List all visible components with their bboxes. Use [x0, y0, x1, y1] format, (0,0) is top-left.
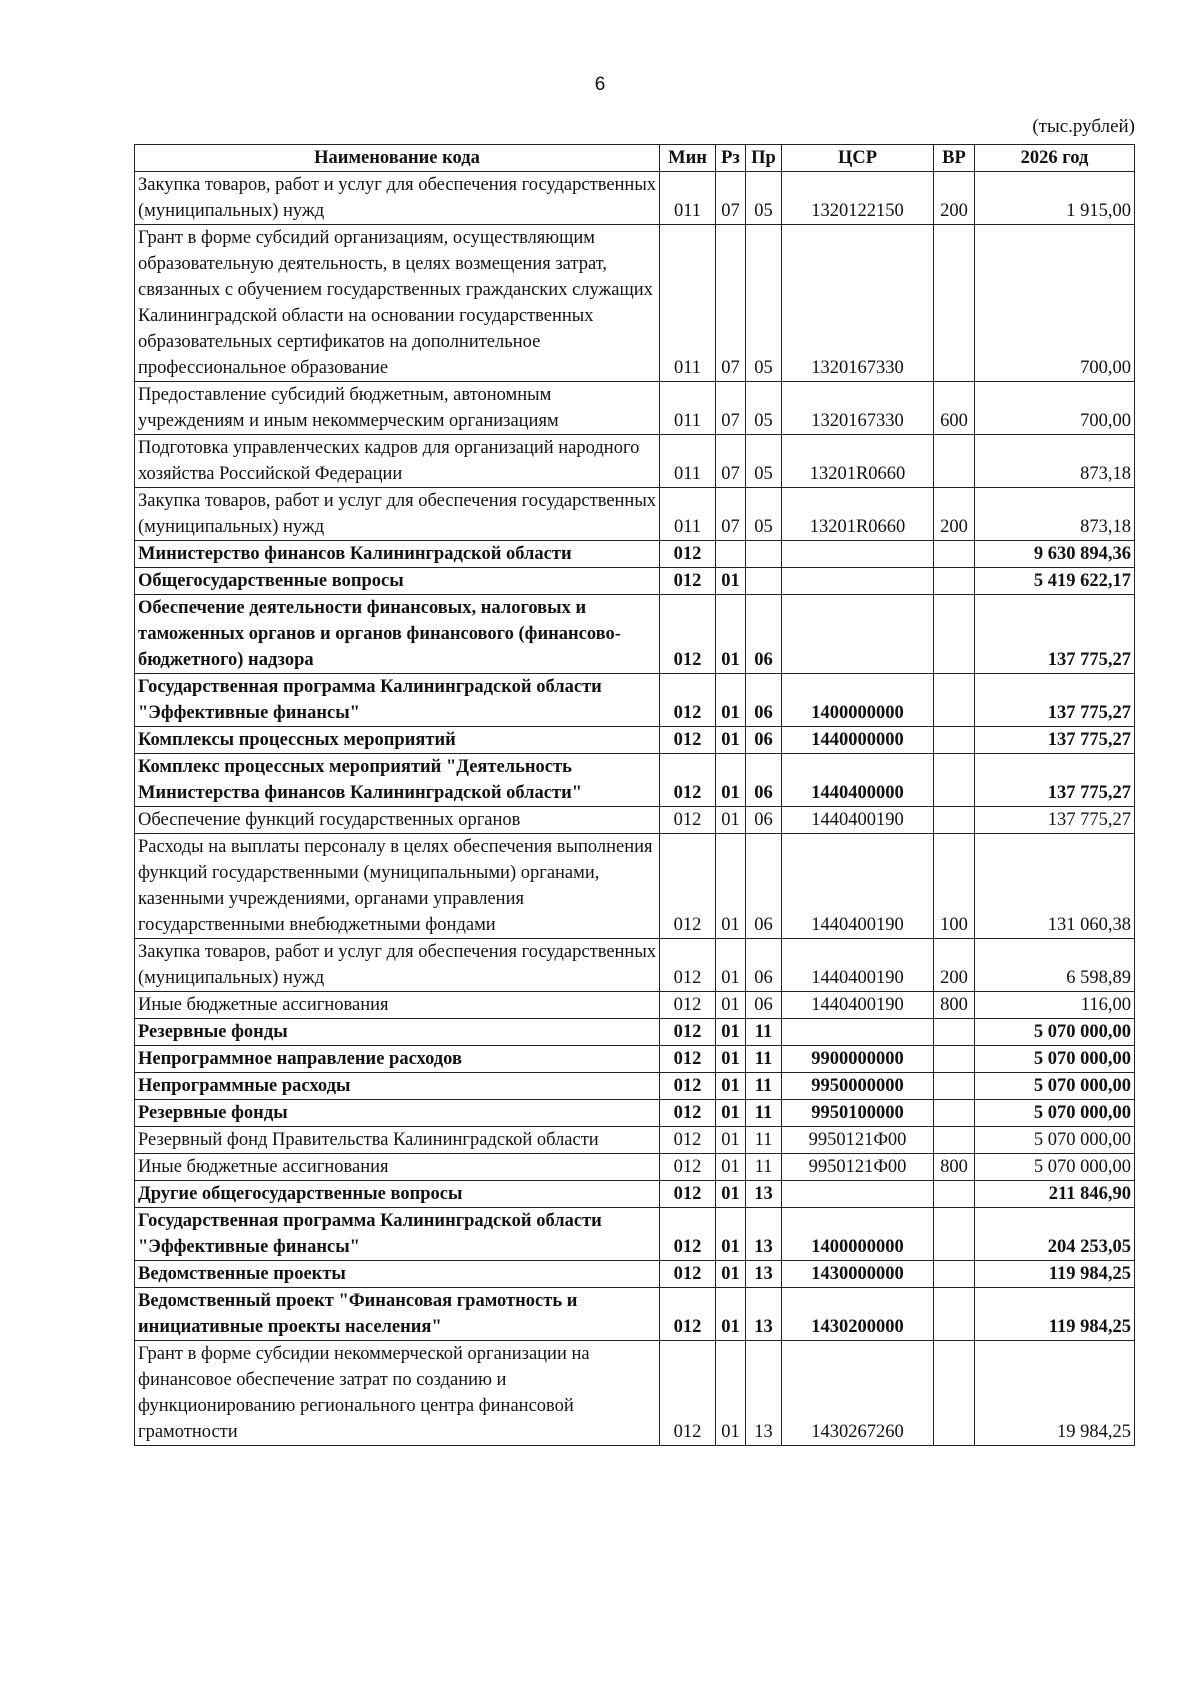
cell-sum: 204 253,05 — [975, 1208, 1135, 1261]
cell-rz: 07 — [716, 382, 746, 435]
cell-vr — [934, 225, 975, 382]
cell-name: Другие общегосударственные вопросы — [135, 1181, 660, 1208]
table-row — [135, 992, 1135, 1019]
cell-sum: 137 775,27 — [975, 754, 1135, 807]
cell-sum: 5 070 000,00 — [975, 1046, 1135, 1073]
cell-sum: 700,00 — [975, 225, 1135, 382]
cell-rz: 01 — [716, 1019, 746, 1046]
cell-pr: 13 — [746, 1181, 782, 1208]
cell-min: 012 — [660, 1073, 716, 1100]
cell-sum: 5 070 000,00 — [975, 1127, 1135, 1154]
table-row — [135, 807, 1135, 834]
cell-sum: 19 984,25 — [975, 1341, 1135, 1446]
cell-min: 012 — [660, 595, 716, 674]
cell-name: Комплекс процессных мероприятий "Деятельность Министерства финансов Калининградской области" — [135, 754, 660, 807]
cell-vr: 600 — [934, 382, 975, 435]
header-sum: 2026 год — [975, 145, 1135, 172]
cell-csr — [782, 541, 934, 568]
cell-csr: 9950121Ф00 — [782, 1127, 934, 1154]
cell-sum: 6 598,89 — [975, 939, 1135, 992]
cell-rz: 07 — [716, 225, 746, 382]
cell-pr: 05 — [746, 172, 782, 225]
cell-min: 011 — [660, 382, 716, 435]
cell-name: Непрограммное направление расходов — [135, 1046, 660, 1073]
cell-pr: 13 — [746, 1208, 782, 1261]
cell-min: 012 — [660, 1261, 716, 1288]
table-row — [135, 1288, 1135, 1341]
cell-rz: 01 — [716, 1154, 746, 1181]
cell-csr: 1440000000 — [782, 727, 934, 754]
cell-name: Расходы на выплаты персоналу в целях обеспечения выполнения функций государственными (муниципальными) органами, казенными учреждениями, органами управления государственными внебюджетными фондами — [135, 834, 660, 939]
cell-pr: 05 — [746, 488, 782, 541]
cell-min: 012 — [660, 1100, 716, 1127]
cell-csr: 1430267260 — [782, 1341, 934, 1446]
cell-sum: 5 070 000,00 — [975, 1154, 1135, 1181]
cell-min: 011 — [660, 172, 716, 225]
cell-min: 012 — [660, 807, 716, 834]
cell-pr: 06 — [746, 834, 782, 939]
cell-sum: 700,00 — [975, 382, 1135, 435]
cell-min: 012 — [660, 568, 716, 595]
cell-sum: 211 846,90 — [975, 1181, 1135, 1208]
cell-pr: 11 — [746, 1154, 782, 1181]
cell-min: 012 — [660, 1181, 716, 1208]
table-row — [135, 727, 1135, 754]
cell-sum: 137 775,27 — [975, 727, 1135, 754]
table-row — [135, 754, 1135, 807]
cell-name: Резервные фонды — [135, 1019, 660, 1046]
table-row — [135, 568, 1135, 595]
cell-rz: 01 — [716, 807, 746, 834]
cell-name: Резервные фонды — [135, 1100, 660, 1127]
cell-vr — [934, 1019, 975, 1046]
cell-rz: 01 — [716, 727, 746, 754]
budget-table — [134, 144, 1135, 1446]
table-row — [135, 674, 1135, 727]
page-number: 6 — [594, 74, 606, 95]
cell-pr: 13 — [746, 1261, 782, 1288]
units-note: (тыс.рублей) — [1032, 116, 1135, 137]
cell-vr: 800 — [934, 992, 975, 1019]
header-pr: Пр — [746, 145, 782, 172]
cell-min: 011 — [660, 225, 716, 382]
cell-pr: 05 — [746, 435, 782, 488]
cell-vr — [934, 674, 975, 727]
cell-csr: 1440400000 — [782, 754, 934, 807]
table-body — [135, 172, 1135, 1446]
cell-vr — [934, 541, 975, 568]
cell-pr: 13 — [746, 1288, 782, 1341]
cell-min: 012 — [660, 1127, 716, 1154]
cell-pr: 06 — [746, 595, 782, 674]
cell-min: 012 — [660, 834, 716, 939]
cell-csr: 9950000000 — [782, 1073, 934, 1100]
cell-sum: 137 775,27 — [975, 807, 1135, 834]
cell-rz: 01 — [716, 1181, 746, 1208]
table-row — [135, 595, 1135, 674]
cell-rz: 01 — [716, 1261, 746, 1288]
cell-rz: 01 — [716, 834, 746, 939]
cell-csr: 13201R0660 — [782, 488, 934, 541]
table-row — [135, 1046, 1135, 1073]
cell-pr: 11 — [746, 1100, 782, 1127]
cell-name: Закупка товаров, работ и услуг для обеспечения государственных (муниципальных) нужд — [135, 172, 660, 225]
cell-pr: 05 — [746, 225, 782, 382]
cell-rz: 01 — [716, 674, 746, 727]
table-row — [135, 382, 1135, 435]
cell-name: Обеспечение функций государственных органов — [135, 807, 660, 834]
cell-rz: 01 — [716, 595, 746, 674]
cell-csr: 1430000000 — [782, 1261, 934, 1288]
table-row — [135, 1154, 1135, 1181]
cell-name: Государственная программа Калининградской области "Эффективные финансы" — [135, 1208, 660, 1261]
cell-min: 012 — [660, 939, 716, 992]
table-row — [135, 834, 1135, 939]
cell-name: Закупка товаров, работ и услуг для обеспечения государственных (муниципальных) нужд — [135, 939, 660, 992]
cell-name: Государственная программа Калининградской области "Эффективные финансы" — [135, 674, 660, 727]
table-row — [135, 172, 1135, 225]
cell-min: 012 — [660, 1154, 716, 1181]
cell-pr: 06 — [746, 727, 782, 754]
cell-name: Комплексы процессных мероприятий — [135, 727, 660, 754]
cell-vr: 200 — [934, 172, 975, 225]
cell-vr — [934, 1181, 975, 1208]
cell-vr — [934, 1073, 975, 1100]
table-row — [135, 541, 1135, 568]
cell-vr — [934, 754, 975, 807]
cell-min: 012 — [660, 1019, 716, 1046]
header-min: Мин — [660, 145, 716, 172]
cell-csr: 1320167330 — [782, 225, 934, 382]
cell-rz: 01 — [716, 754, 746, 807]
cell-csr: 1440400190 — [782, 807, 934, 834]
cell-sum: 116,00 — [975, 992, 1135, 1019]
cell-csr — [782, 595, 934, 674]
cell-rz: 01 — [716, 1100, 746, 1127]
cell-min: 012 — [660, 674, 716, 727]
cell-rz: 01 — [716, 1341, 746, 1446]
cell-name: Ведомственный проект "Финансовая грамотность и инициативные проекты населения" — [135, 1288, 660, 1341]
cell-pr: 13 — [746, 1341, 782, 1446]
cell-min: 011 — [660, 435, 716, 488]
cell-sum: 131 060,38 — [975, 834, 1135, 939]
cell-min: 012 — [660, 727, 716, 754]
cell-name: Закупка товаров, работ и услуг для обеспечения государственных (муниципальных) нужд — [135, 488, 660, 541]
cell-sum: 137 775,27 — [975, 595, 1135, 674]
cell-min: 012 — [660, 541, 716, 568]
cell-pr: 06 — [746, 992, 782, 1019]
cell-name: Непрограммные расходы — [135, 1073, 660, 1100]
cell-csr: 1320167330 — [782, 382, 934, 435]
cell-rz: 07 — [716, 435, 746, 488]
table-row — [135, 1019, 1135, 1046]
table-row — [135, 1181, 1135, 1208]
cell-csr — [782, 568, 934, 595]
cell-name: Грант в форме субсидий организациям, осуществляющим образовательную деятельность, в целях возмещения затрат, связанных с обучением государственных гражданских служащих Калининградской области на основании государственных образовательных сертификатов на дополнительное профессиональное образование — [135, 225, 660, 382]
cell-name: Иные бюджетные ассигнования — [135, 1154, 660, 1181]
table-row — [135, 225, 1135, 382]
cell-pr: 06 — [746, 939, 782, 992]
cell-vr — [934, 807, 975, 834]
cell-sum: 1 915,00 — [975, 172, 1135, 225]
cell-csr: 1440400190 — [782, 834, 934, 939]
cell-name: Ведомственные проекты — [135, 1261, 660, 1288]
cell-sum: 119 984,25 — [975, 1261, 1135, 1288]
cell-sum: 5 070 000,00 — [975, 1100, 1135, 1127]
header-name: Наименование кода — [135, 145, 660, 172]
cell-rz: 07 — [716, 172, 746, 225]
cell-vr — [934, 1046, 975, 1073]
table-header-row — [135, 145, 1135, 172]
cell-min: 012 — [660, 1288, 716, 1341]
cell-rz: 01 — [716, 1208, 746, 1261]
cell-pr: 11 — [746, 1046, 782, 1073]
cell-min: 012 — [660, 1046, 716, 1073]
cell-rz: 01 — [716, 1127, 746, 1154]
cell-rz: 07 — [716, 488, 746, 541]
cell-rz: 01 — [716, 1288, 746, 1341]
header-csr: ЦСР — [782, 145, 934, 172]
cell-sum: 873,18 — [975, 435, 1135, 488]
table-row — [135, 1073, 1135, 1100]
table-row — [135, 1127, 1135, 1154]
cell-csr: 9950100000 — [782, 1100, 934, 1127]
cell-vr — [934, 1208, 975, 1261]
cell-min: 012 — [660, 1341, 716, 1446]
table-row — [135, 1100, 1135, 1127]
cell-csr: 9950121Ф00 — [782, 1154, 934, 1181]
cell-csr — [782, 1181, 934, 1208]
cell-name: Обеспечение деятельности финансовых, налоговых и таможенных органов и органов финансового (финансово-бюджетного) надзора — [135, 595, 660, 674]
cell-sum: 5 070 000,00 — [975, 1019, 1135, 1046]
cell-name: Общегосударственные вопросы — [135, 568, 660, 595]
cell-rz — [716, 541, 746, 568]
header-vr: ВР — [934, 145, 975, 172]
cell-name: Министерство финансов Калининградской области — [135, 541, 660, 568]
cell-vr: 100 — [934, 834, 975, 939]
table-row — [135, 435, 1135, 488]
cell-pr: 11 — [746, 1019, 782, 1046]
cell-vr — [934, 1100, 975, 1127]
cell-sum: 137 775,27 — [975, 674, 1135, 727]
cell-vr: 200 — [934, 939, 975, 992]
cell-rz: 01 — [716, 992, 746, 1019]
cell-min: 011 — [660, 488, 716, 541]
cell-csr: 1400000000 — [782, 674, 934, 727]
cell-min: 012 — [660, 992, 716, 1019]
cell-sum: 9 630 894,36 — [975, 541, 1135, 568]
cell-name: Иные бюджетные ассигнования — [135, 992, 660, 1019]
cell-vr — [934, 1341, 975, 1446]
header-rz: Рз — [716, 145, 746, 172]
cell-rz: 01 — [716, 1073, 746, 1100]
table-row — [135, 1261, 1135, 1288]
cell-vr — [934, 727, 975, 754]
cell-csr: 1320122150 — [782, 172, 934, 225]
cell-vr — [934, 1288, 975, 1341]
cell-pr — [746, 541, 782, 568]
cell-vr — [934, 568, 975, 595]
cell-vr — [934, 1127, 975, 1154]
cell-sum: 5 070 000,00 — [975, 1073, 1135, 1100]
table-row — [135, 488, 1135, 541]
cell-vr — [934, 1261, 975, 1288]
cell-name: Предоставление субсидий бюджетным, автономным учреждениям и иным некоммерческим организациям — [135, 382, 660, 435]
cell-sum: 119 984,25 — [975, 1288, 1135, 1341]
cell-csr: 13201R0660 — [782, 435, 934, 488]
cell-pr: 11 — [746, 1073, 782, 1100]
cell-pr: 06 — [746, 754, 782, 807]
cell-csr: 1440400190 — [782, 939, 934, 992]
cell-sum: 5 419 622,17 — [975, 568, 1135, 595]
cell-sum: 873,18 — [975, 488, 1135, 541]
cell-pr: 11 — [746, 1127, 782, 1154]
cell-pr: 05 — [746, 382, 782, 435]
cell-pr — [746, 568, 782, 595]
table-row — [135, 939, 1135, 992]
cell-rz: 01 — [716, 1046, 746, 1073]
cell-csr — [782, 1019, 934, 1046]
cell-vr: 800 — [934, 1154, 975, 1181]
cell-vr: 200 — [934, 488, 975, 541]
cell-pr: 06 — [746, 807, 782, 834]
cell-rz: 01 — [716, 568, 746, 595]
cell-csr: 1430200000 — [782, 1288, 934, 1341]
table-row — [135, 1208, 1135, 1261]
cell-min: 012 — [660, 754, 716, 807]
cell-csr: 1400000000 — [782, 1208, 934, 1261]
cell-pr: 06 — [746, 674, 782, 727]
cell-name: Грант в форме субсидии некоммерческой организации на финансовое обеспечение затрат по созданию и функционированию регионального центра финансовой грамотности — [135, 1341, 660, 1446]
cell-min: 012 — [660, 1208, 716, 1261]
cell-csr: 1440400190 — [782, 992, 934, 1019]
cell-vr — [934, 595, 975, 674]
cell-csr: 9900000000 — [782, 1046, 934, 1073]
cell-name: Резервный фонд Правительства Калининградской области — [135, 1127, 660, 1154]
cell-vr — [934, 435, 975, 488]
cell-rz: 01 — [716, 939, 746, 992]
table-row — [135, 1341, 1135, 1446]
cell-name: Подготовка управленческих кадров для организаций народного хозяйства Российской Федерации — [135, 435, 660, 488]
